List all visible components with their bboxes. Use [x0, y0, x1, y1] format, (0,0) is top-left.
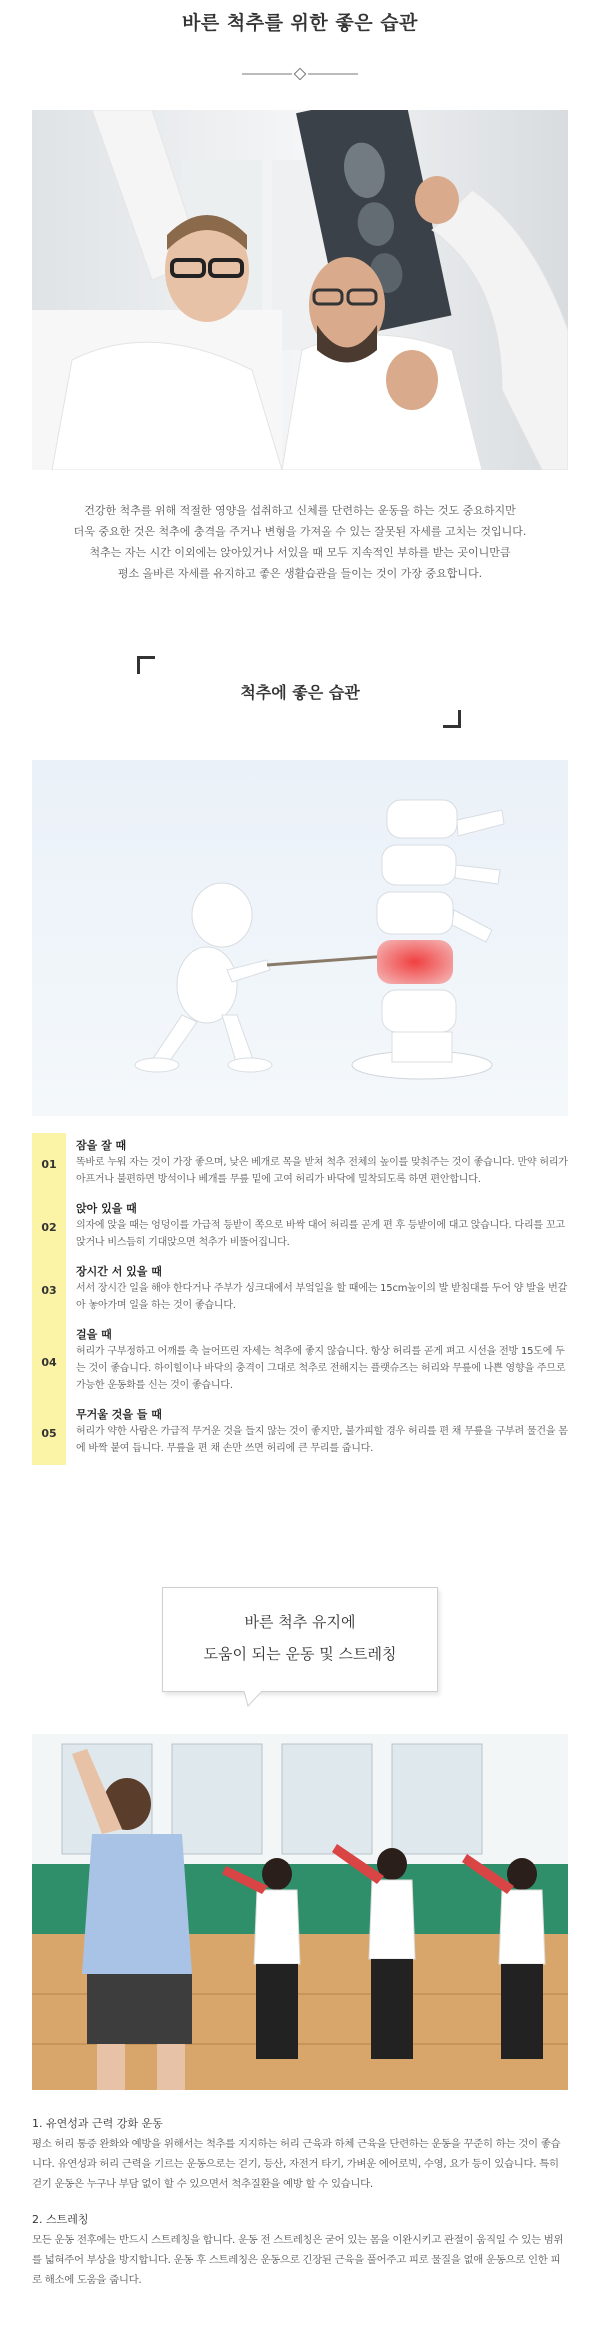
bracket-bottom-right [443, 710, 461, 728]
gym-stretching-photo [32, 1734, 568, 2090]
exercise-block [32, 2210, 568, 2290]
bracket-top-left [137, 656, 155, 674]
exercise-title: 2. 스트레칭 [32, 2213, 89, 2226]
exercise-description: 평소 허리 통증 완화와 예방을 위해서는 척추를 지지하는 허리 근육과 하체 근육을 단련하는 운동을 꾸준히 하는 것이 좋습니다. 유연성과 허리 근력을 기르는 운동으로는 걷기, 등산, 자전거 타기, 가벼운 에어로빅, 수영, 요가 등이 있습니다. 특히 걷기 운동은 누구나 부담 없이 할 수 있으면서 척추질환을 예방 할 수 있습니다. [32, 2138, 561, 2190]
habit-number: 02 [32, 1196, 66, 1259]
intro-line: 더욱 중요한 것은 척추에 충격을 주거나 변형을 가져올 수 있는 잘못된 자세를 고치는 것입니다. [73, 525, 527, 538]
habit-number: 05 [32, 1402, 66, 1465]
habits-list [32, 1133, 568, 1465]
habit-number: 04 [32, 1322, 66, 1402]
exercise-title: 1. 유연성과 근력 강화 운동 [32, 2117, 163, 2130]
habit-number: 01 [32, 1133, 66, 1196]
speech-line-1: 바른 척추 유지에 [244, 1613, 356, 1631]
habit-title: 장시간 서 있을 때 [76, 1265, 162, 1278]
intro-line: 척추는 자는 시간 이외에는 앉아있거나 서있을 때 모두 지속적인 부하를 받는 곳이니만큼 [89, 546, 511, 559]
habit-description: 허리가 구부정하고 어깨를 축 늘어뜨린 자세는 척추에 좋지 않습니다. 항상 허리를 곧게 펴고 시선을 전방 15도에 두는 것이 좋습니다. 하이힐이나 바닥의 충격이 그대로 척추로 전해지는 플랫슈즈는 허리와 무릎에 나쁜 영향을 주므로 가능한 운동화를 신는 것이 좋습니다. [76, 1346, 566, 1391]
intro-paragraph [40, 500, 560, 584]
intro-line: 평소 올바른 자세를 유지하고 좋은 생활습관을 들이는 것이 가장 중요합니다. [117, 567, 483, 580]
intro-line: 건강한 척추를 위해 적절한 영양을 섭취하고 신체를 단련하는 운동을 하는 것도 중요하지만 [84, 504, 516, 517]
title-divider [242, 68, 358, 80]
section-title-good-habits: 척추에 좋은 습관 [240, 683, 360, 702]
habit-item [32, 1133, 568, 1196]
habit-title: 잠을 잘 때 [76, 1139, 127, 1152]
exercise-description: 모든 운동 전후에는 반드시 스트레칭을 합니다. 운동 전 스트레칭은 굳어 있는 몸을 이완시키고 관절이 움직일 수 있는 범위를 넓혀주어 부상을 방지합니다. 운동 후 스트레칭은 운동으로 긴장된 근육을 풀어주고 피로 물질을 없애 운동으로 인한 피로 해소에 도움을 줍니다. [32, 2234, 564, 2286]
speech-box [162, 1587, 438, 1692]
speech-tail [244, 1691, 264, 1707]
page-title: 바른 척추를 위한 좋은 습관 [182, 12, 418, 34]
habit-title: 무거울 것을 들 때 [76, 1408, 162, 1421]
habit-description: 똑바로 누워 자는 것이 가장 좋으며, 낮은 베개로 목을 받쳐 척추 전체의 높이를 맞춰주는 것이 좋습니다. 만약 허리가 아프거나 불편하면 방석이나 베개를 무릎 밑에 고여 허리가 바닥에 밀착되도록 하면 편안합니다. [76, 1157, 568, 1185]
doctors-xray-photo [32, 110, 568, 470]
exercise-section [32, 2114, 568, 2306]
habit-item [32, 1259, 568, 1322]
spine-figure-illustration [32, 760, 568, 1116]
habit-title: 앉아 있을 때 [76, 1202, 137, 1215]
habit-title: 걸을 때 [76, 1328, 112, 1341]
habit-description: 허리가 약한 사람은 가급적 무거운 것을 들지 않는 것이 좋지만, 불가피할 경우 허리를 편 채 무릎을 구부려 물건을 몸에 바짝 붙여 듭니다. 무릎을 편 채 손만 쓰면 허리에 큰 무리를 줍니다. [76, 1426, 568, 1454]
habit-item [32, 1196, 568, 1259]
habit-item [32, 1402, 568, 1465]
habit-description: 서서 장시간 일을 해야 한다거나 주부가 싱크대에서 부엌일을 할 때에는 15cm높이의 발 받침대를 두어 양 발을 번갈아 놓아가며 일을 하는 것이 좋습니다. [76, 1283, 568, 1311]
habit-number: 03 [32, 1259, 66, 1322]
habit-item [32, 1322, 568, 1402]
speech-line-2: 도움이 되는 운동 및 스트레칭 [203, 1645, 397, 1663]
exercise-block [32, 2114, 568, 2194]
habit-description: 의자에 앉을 때는 엉덩이를 가급적 등받이 쪽으로 바싹 대어 허리를 곧게 편 후 등받이에 대고 앉습니다. 다리를 꼬고 앉거나 비스듬히 기대앉으면 척추가 비뚤어집니다. [76, 1220, 565, 1248]
